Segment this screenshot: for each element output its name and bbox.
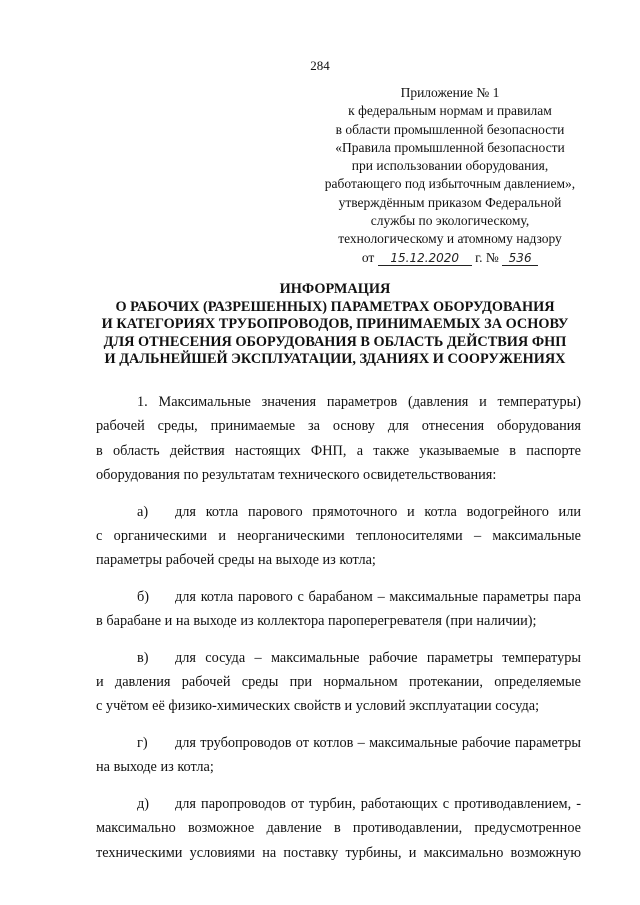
- appendix-line: службы по экологическому,: [370, 213, 530, 229]
- text-line: для трубопроводов от котлов – максимальные рабочие параметры: [175, 734, 581, 751]
- list-item-v-first-line: [96, 646, 581, 670]
- heading-line: ДЛЯ ОТНЕСЕНИЯ ОБОРУДОВАНИЯ В ОБЛАСТЬ ДЕЙСТВИЯ ФНП: [103, 333, 567, 350]
- list-letter: б): [137, 588, 150, 605]
- text-line: для котла парового с барабаном – максимальные параметры пара: [175, 588, 581, 605]
- list-letter: а): [137, 503, 149, 520]
- list-letter: д): [137, 795, 150, 812]
- heading-line: И ДАЛЬНЕЙШЕЙ ЭКСПЛУАТАЦИИ, ЗДАНИЯХ И СООРУЖЕНИЯХ: [104, 351, 566, 368]
- appendix-line: «Правила промышленной безопасности: [335, 139, 565, 155]
- text-line: для котла парового прямоточного и котла водогрейного или: [175, 503, 581, 520]
- text-line: рабочей среды, принимаемые за основу для отнесения оборудования: [96, 418, 581, 435]
- text-line: максимально возможное давление в противодавлении, предусмотренное: [96, 820, 581, 837]
- appendix-line: в области промышленной безопасности: [335, 121, 565, 137]
- page-number: 284: [310, 58, 330, 73]
- text-line: 1. Максимальные значения параметров (давления и температуры): [137, 394, 581, 410]
- list-letter: в): [137, 649, 149, 666]
- text-line: в область действия настоящих ФНП, а также указываемые в паспорте: [96, 442, 581, 459]
- order-date-line: [300, 249, 600, 267]
- text-line: техническими условиями на поставку турбины, и максимально возможную: [96, 844, 581, 861]
- appendix-line: утверждённым приказом Федеральной: [338, 194, 562, 210]
- appendix-line: Приложение № 1: [400, 85, 500, 100]
- document-body: [96, 390, 581, 865]
- list-item-b-first-line: [96, 585, 581, 609]
- appendix-line: к федеральным нормам и правилам: [348, 103, 552, 119]
- text-line: в барабане и на выходе из коллектора пароперегревателя (при наличии);: [96, 613, 537, 630]
- text-line: для паропроводов от турбин, работающих с противодавлением, -: [175, 795, 581, 812]
- list-item-a-first-line: [96, 500, 581, 524]
- text-line: с учётом её физико-химических свойств и условий эксплуатации сосуда;: [96, 698, 540, 715]
- text-line: на выходе из котла;: [96, 759, 214, 776]
- appendix-line: технологическому и атомному надзору: [338, 231, 562, 247]
- heading-line: ИНФОРМАЦИЯ: [279, 281, 391, 297]
- text-line: параметры рабочей среды на выходе из котла;: [96, 552, 376, 569]
- handwritten-date: 15.12.2020: [378, 251, 472, 266]
- document-heading: [80, 281, 590, 369]
- text-line: с органическими и неорганическими теплоносителями – максимальные: [96, 528, 581, 545]
- number-prefix: г. №: [475, 249, 499, 265]
- date-prefix: от: [361, 249, 375, 265]
- text-line: оборудования по результатам технического освидетельствования:: [96, 467, 497, 484]
- text-line: и давления рабочей среды при нормальном протекании, определяемые: [96, 674, 581, 691]
- heading-line: О РАБОЧИХ (РАЗРЕШЕННЫХ) ПАРАМЕТРАХ ОБОРУДОВАНИЯ: [115, 298, 555, 315]
- appendix-block: [300, 84, 600, 267]
- list-item-g-first-line: [96, 731, 581, 755]
- list-letter: г): [137, 734, 148, 751]
- list-item-d-first-line: [96, 792, 581, 816]
- heading-line: И КАТЕГОРИЯХ ТРУБОПРОВОДОВ, ПРИНИМАЕМЫХ ЗА ОСНОВУ: [101, 316, 569, 333]
- appendix-line: работающего под избыточным давлением»,: [324, 176, 576, 192]
- appendix-line: при использовании оборудования,: [351, 158, 549, 174]
- text-line: для сосуда – максимальные рабочие параметры температуры: [175, 649, 581, 666]
- handwritten-number: 536: [502, 251, 538, 266]
